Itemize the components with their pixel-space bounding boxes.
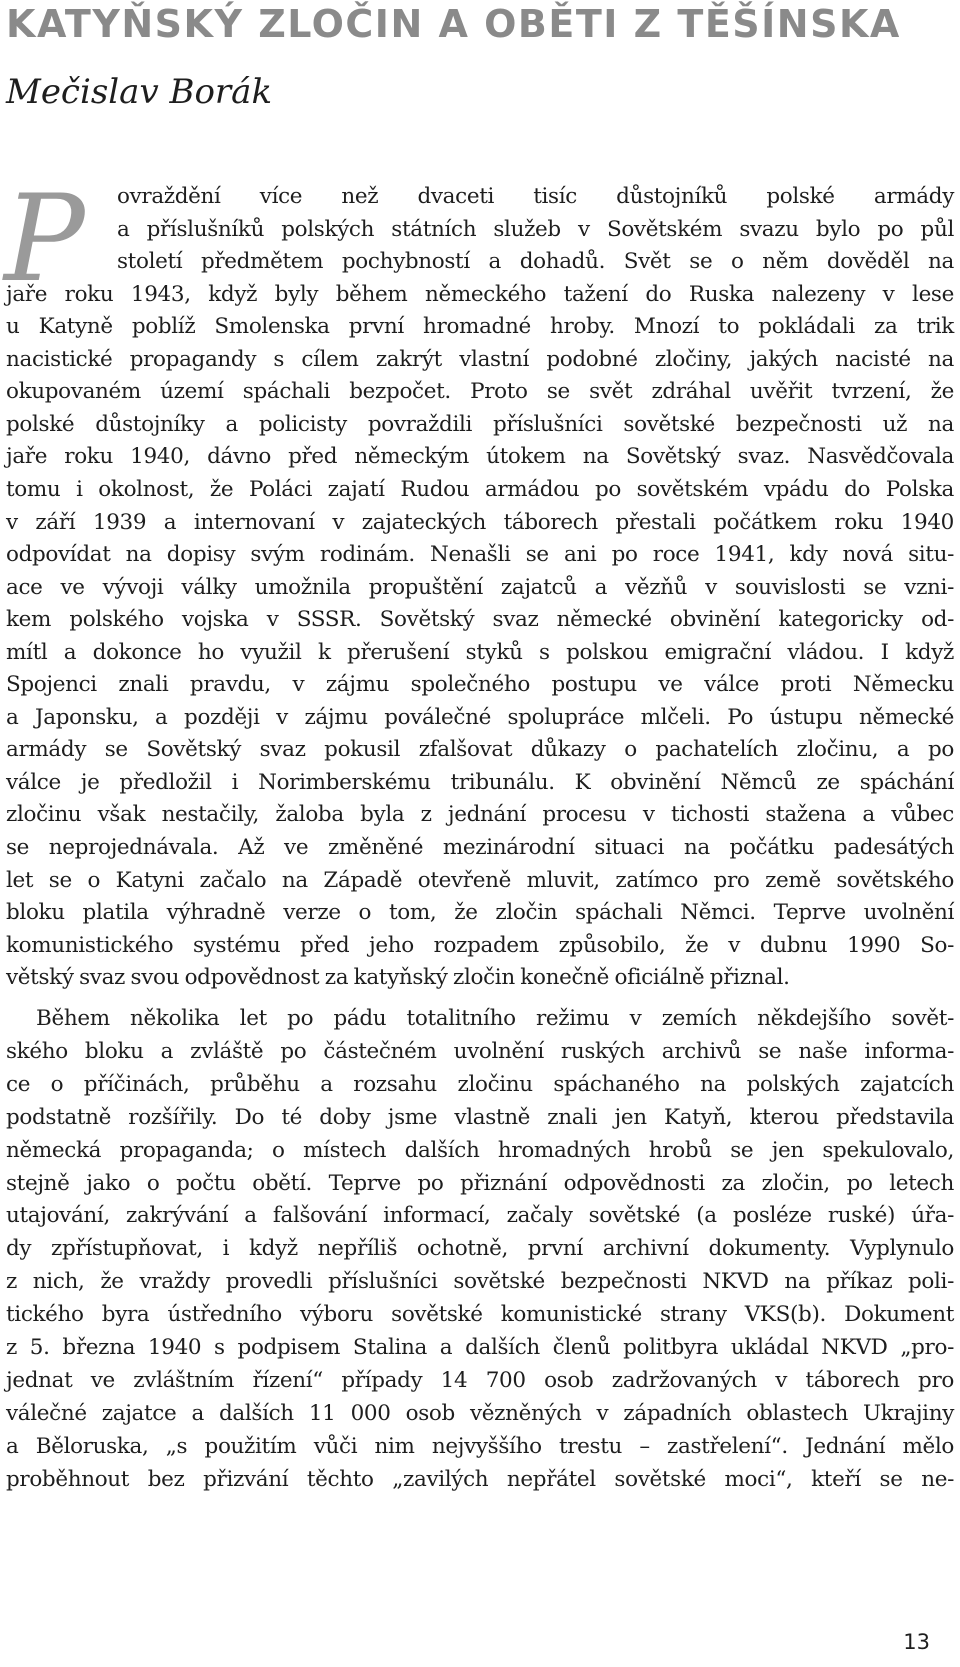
- text-line: let se o Katyni začalo na Západě otevřeně mluvit, zatímco pro země sovětského: [6, 867, 954, 893]
- text-line: válečné zajatce a dalších 11 000 osob vězněných v západních oblastech Ukrajiny: [6, 1400, 954, 1426]
- text-line: tomu i okolnost, že Poláci zajatí Rudou armádou po sovětském vpádu do Polska: [6, 476, 954, 502]
- text-line: větský svaz svou odpovědnost za katyňský zločin konečně oficiálně přiznal.: [6, 965, 790, 991]
- text-line: a Japonsku, a později v zájmu poválečné spolupráce mlčeli. Po ústupu německé: [6, 704, 954, 730]
- text-line: a příslušníků polských státních služeb v Sovětském svazu bylo po půl: [117, 216, 954, 242]
- drop-cap: P: [4, 170, 85, 309]
- text-line: u Katyně poblíž Smolenska první hromadné hroby. Mnozí to pokládali za trik: [6, 314, 954, 340]
- text-line: ace ve vývoji války umožnila propuštění zajatců a vězňů v souvislosti se vzni-: [6, 574, 954, 600]
- text-line: proběhnout bez přizvání těchto „zavilých nepřátel sovětské moci“, kteří se ne-: [6, 1466, 954, 1492]
- text-line: v září 1939 a internovaní v zajateckých táborech přestali počátkem roku 1940: [6, 509, 954, 535]
- text-line: jaře roku 1940, dávno před německým útokem na Sovětský svaz. Nasvědčovala: [6, 444, 954, 470]
- article-title: KATYŇSKÝ ZLOČIN A OBĚTI Z TĚŠÍNSKA: [6, 2, 901, 46]
- text-line: stejně jako o počtu obětí. Teprve po přiznání odpovědnosti za zločin, po letech: [6, 1170, 954, 1196]
- author-name: Mečislav Borák: [6, 72, 273, 112]
- text-line: jaře roku 1943, když byly během německého tažení do Ruska nalezeny v lese: [6, 281, 954, 307]
- text-line: z nich, že vraždy provedli příslušníci sovětské bezpečnosti NKVD na příkaz poli-: [6, 1269, 954, 1295]
- text-line: ce o příčinách, průběhu a rozsahu zločinu spáchaného na polských zajatcích: [6, 1071, 954, 1097]
- text-line: kem polského vojska v SSSR. Sovětský svaz německé obvinění kategoricky od-: [6, 607, 954, 633]
- text-line: nacistické propagandy s cílem zakrýt vlastní podobné zločiny, jakých nacisté na: [6, 346, 954, 372]
- text-line: Během několika let po pádu totalitního režimu v zemích někdejšího sovět-: [36, 1006, 954, 1031]
- text-line: odpovídat na dopisy svým rodinám. Nenašli se ani po roce 1941, kdy nová situ-: [6, 542, 954, 568]
- text-line: se neprojednávala. Až ve změněné mezinárodní situaci na počátku padesátých: [6, 835, 954, 860]
- text-line: ského bloku a zvláště po částečném uvolnění ruských archivů se naše informa-: [6, 1038, 954, 1064]
- text-line: zločinu však nestačily, žaloba byla z jednání procesu v tichosti stažena a vůbec: [6, 802, 954, 828]
- text-line: jednat ve zvláštním řízení“ případy 14 700 osob zadržovaných v táborech pro: [6, 1367, 954, 1393]
- text-line: okupovaném území spáchali bezpočet. Proto se svět zdráhal uvěřit tvrzení, že: [6, 379, 954, 405]
- page-number: 13: [903, 1630, 930, 1654]
- text-line: mítl a dokonce ho využil k přerušení styků s polskou emigrační vládou. I když: [6, 639, 954, 665]
- text-line: polské důstojníky a policisty povraždili příslušníci sovětské bezpečnosti už na: [6, 411, 954, 437]
- text-line: a Běloruska, „s použitím vůči nim nejvyššího trestu – zastřelení“. Jednání mělo: [6, 1433, 954, 1459]
- text-line: dy zpřístupňovat, i když nepříliš ochotně, první archivní dokumenty. Vyplynulo: [6, 1236, 954, 1262]
- text-line: Spojenci znali pravdu, v zájmu společného postupu ve válce proti Německu: [6, 672, 954, 698]
- text-line: z 5. března 1940 s podpisem Stalina a dalších členů politbyra ukládal NKVD „pro-: [6, 1335, 954, 1360]
- text-line: ovraždění více než dvaceti tisíc důstojníků polské armády: [117, 184, 954, 209]
- text-line: německá propaganda; o místech dalších hromadných hrobů se jen spekulovalo,: [6, 1137, 954, 1163]
- text-line: století předmětem pochybností a dohadů. Svět se o něm dověděl na: [117, 249, 954, 275]
- text-line: válce je předložil i Norimberskému tribunálu. K obvinění Němců ze spáchání: [6, 769, 954, 795]
- text-line: utajování, zakrývání a falšování informací, začaly sovětské (a posléze ruské) úřa-: [6, 1203, 954, 1229]
- text-line: armády se Sovětský svaz pokusil zfalšovat důkazy o pachatelích zločinu, a po: [6, 737, 954, 763]
- text-line: komunistického systému před jeho rozpadem způsobilo, že v dubnu 1990 So-: [6, 932, 954, 958]
- text-line: podstatně rozšířily. Do té doby jsme vlastně znali jen Katyň, kterou představila: [6, 1104, 954, 1130]
- text-line: tického byra ústředního výboru sovětské komunistické strany VKS(b). Dokument: [6, 1302, 954, 1328]
- text-line: bloku platila výhradně verze o tom, že zločin spáchali Němci. Teprve uvolnění: [6, 900, 954, 926]
